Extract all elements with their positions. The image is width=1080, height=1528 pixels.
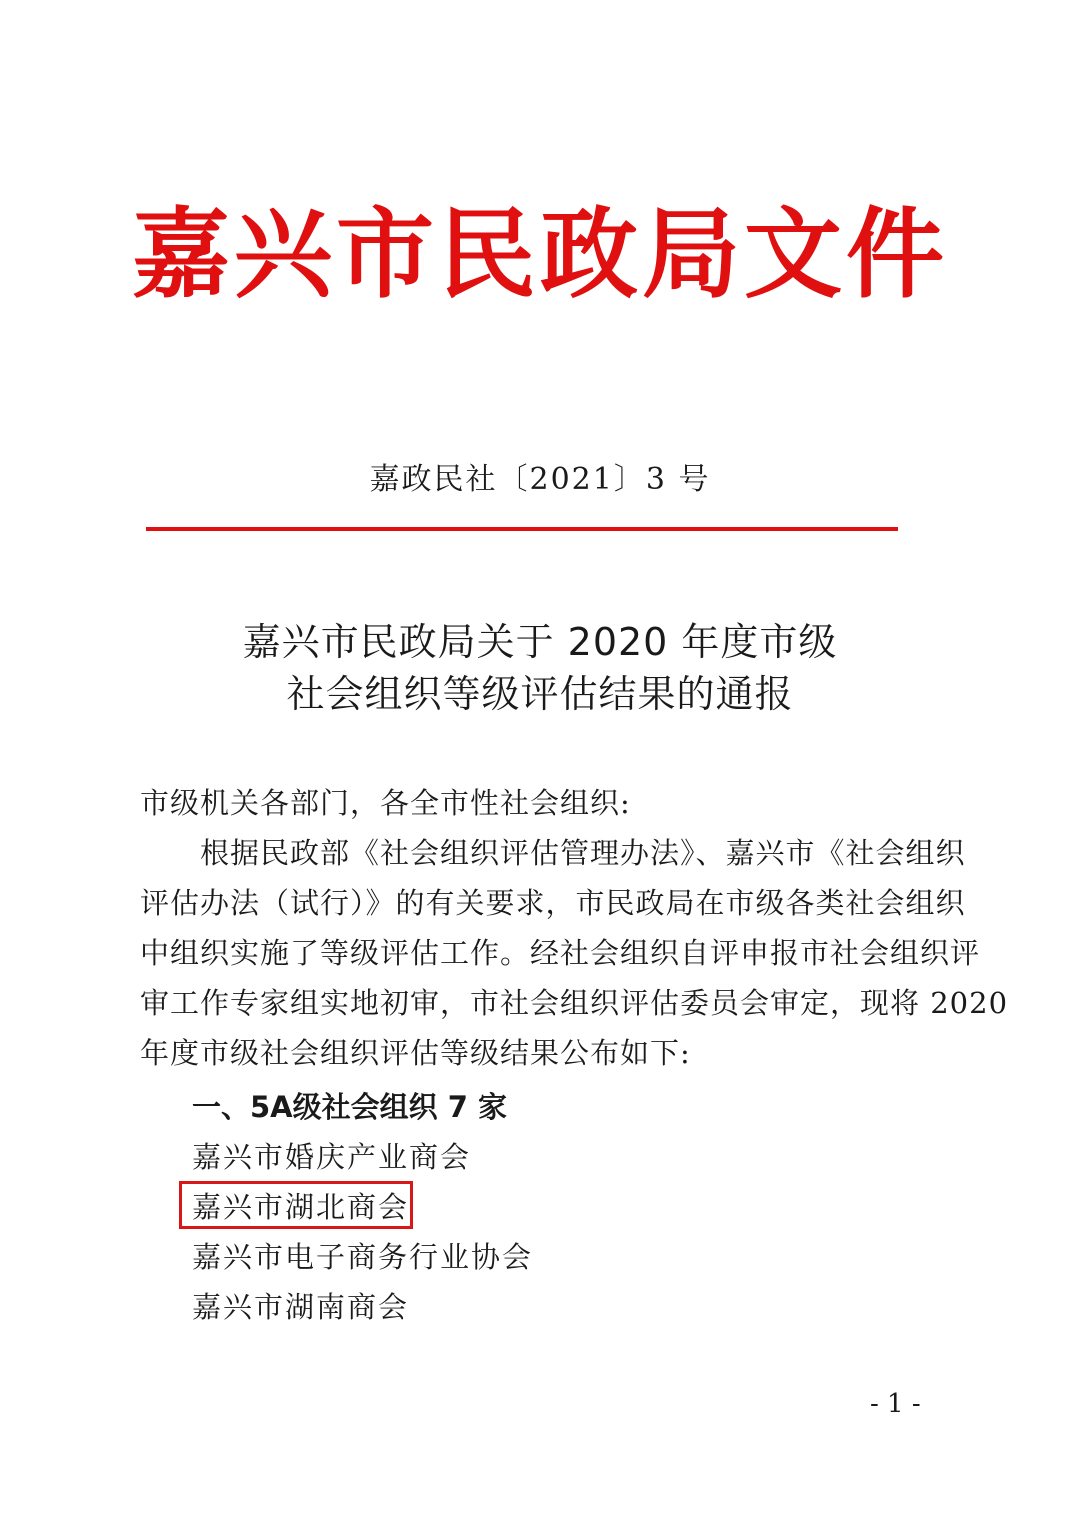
organization-item-highlighted: 嘉兴市湖北商会 — [192, 1190, 410, 1224]
organization-item: 嘉兴市湖南商会 — [192, 1290, 410, 1324]
red-divider-line — [146, 527, 898, 531]
notice-title-line-2: 社会组织等级评估结果的通报 — [286, 672, 794, 716]
paragraph-line: 审工作专家组实地初审，市社会组织评估委员会审定，现将 2020 — [140, 986, 1009, 1020]
organization-item: 嘉兴市电子商务行业协会 — [192, 1240, 534, 1274]
highlight-box — [179, 1181, 413, 1229]
notice-title-line-1: 嘉兴市民政局关于 2020 年度市级 — [242, 620, 838, 664]
paragraph-line: 评估办法（试行）》的有关要求，市民政局在市级各类社会组织 — [140, 886, 966, 920]
document-number: 嘉政民社〔2021〕3 号 — [369, 462, 711, 497]
organization-item: 嘉兴市婚庆产业商会 — [192, 1140, 472, 1174]
body-paragraph — [140, 828, 1009, 1078]
paragraph-line: 中组织实施了等级评估工作。经社会组织自评申报市社会组织评 — [140, 936, 981, 970]
page-number: - 1 - — [870, 1389, 921, 1419]
notice-title — [0, 616, 1080, 720]
salutation: 市级机关各部门，各全市性社会组织: — [140, 786, 631, 820]
paragraph-line: 根据民政部《社会组织评估管理办法》、嘉兴市《社会组织 — [140, 836, 966, 870]
organization-list — [192, 1132, 533, 1332]
paragraph-line: 年度市级社会组织评估等级结果公布如下: — [140, 1036, 691, 1070]
issuer-title: 嘉兴市民政局文件 — [131, 197, 948, 312]
section-heading-5a: 一、5A级社会组织 7 家 — [192, 1090, 507, 1124]
